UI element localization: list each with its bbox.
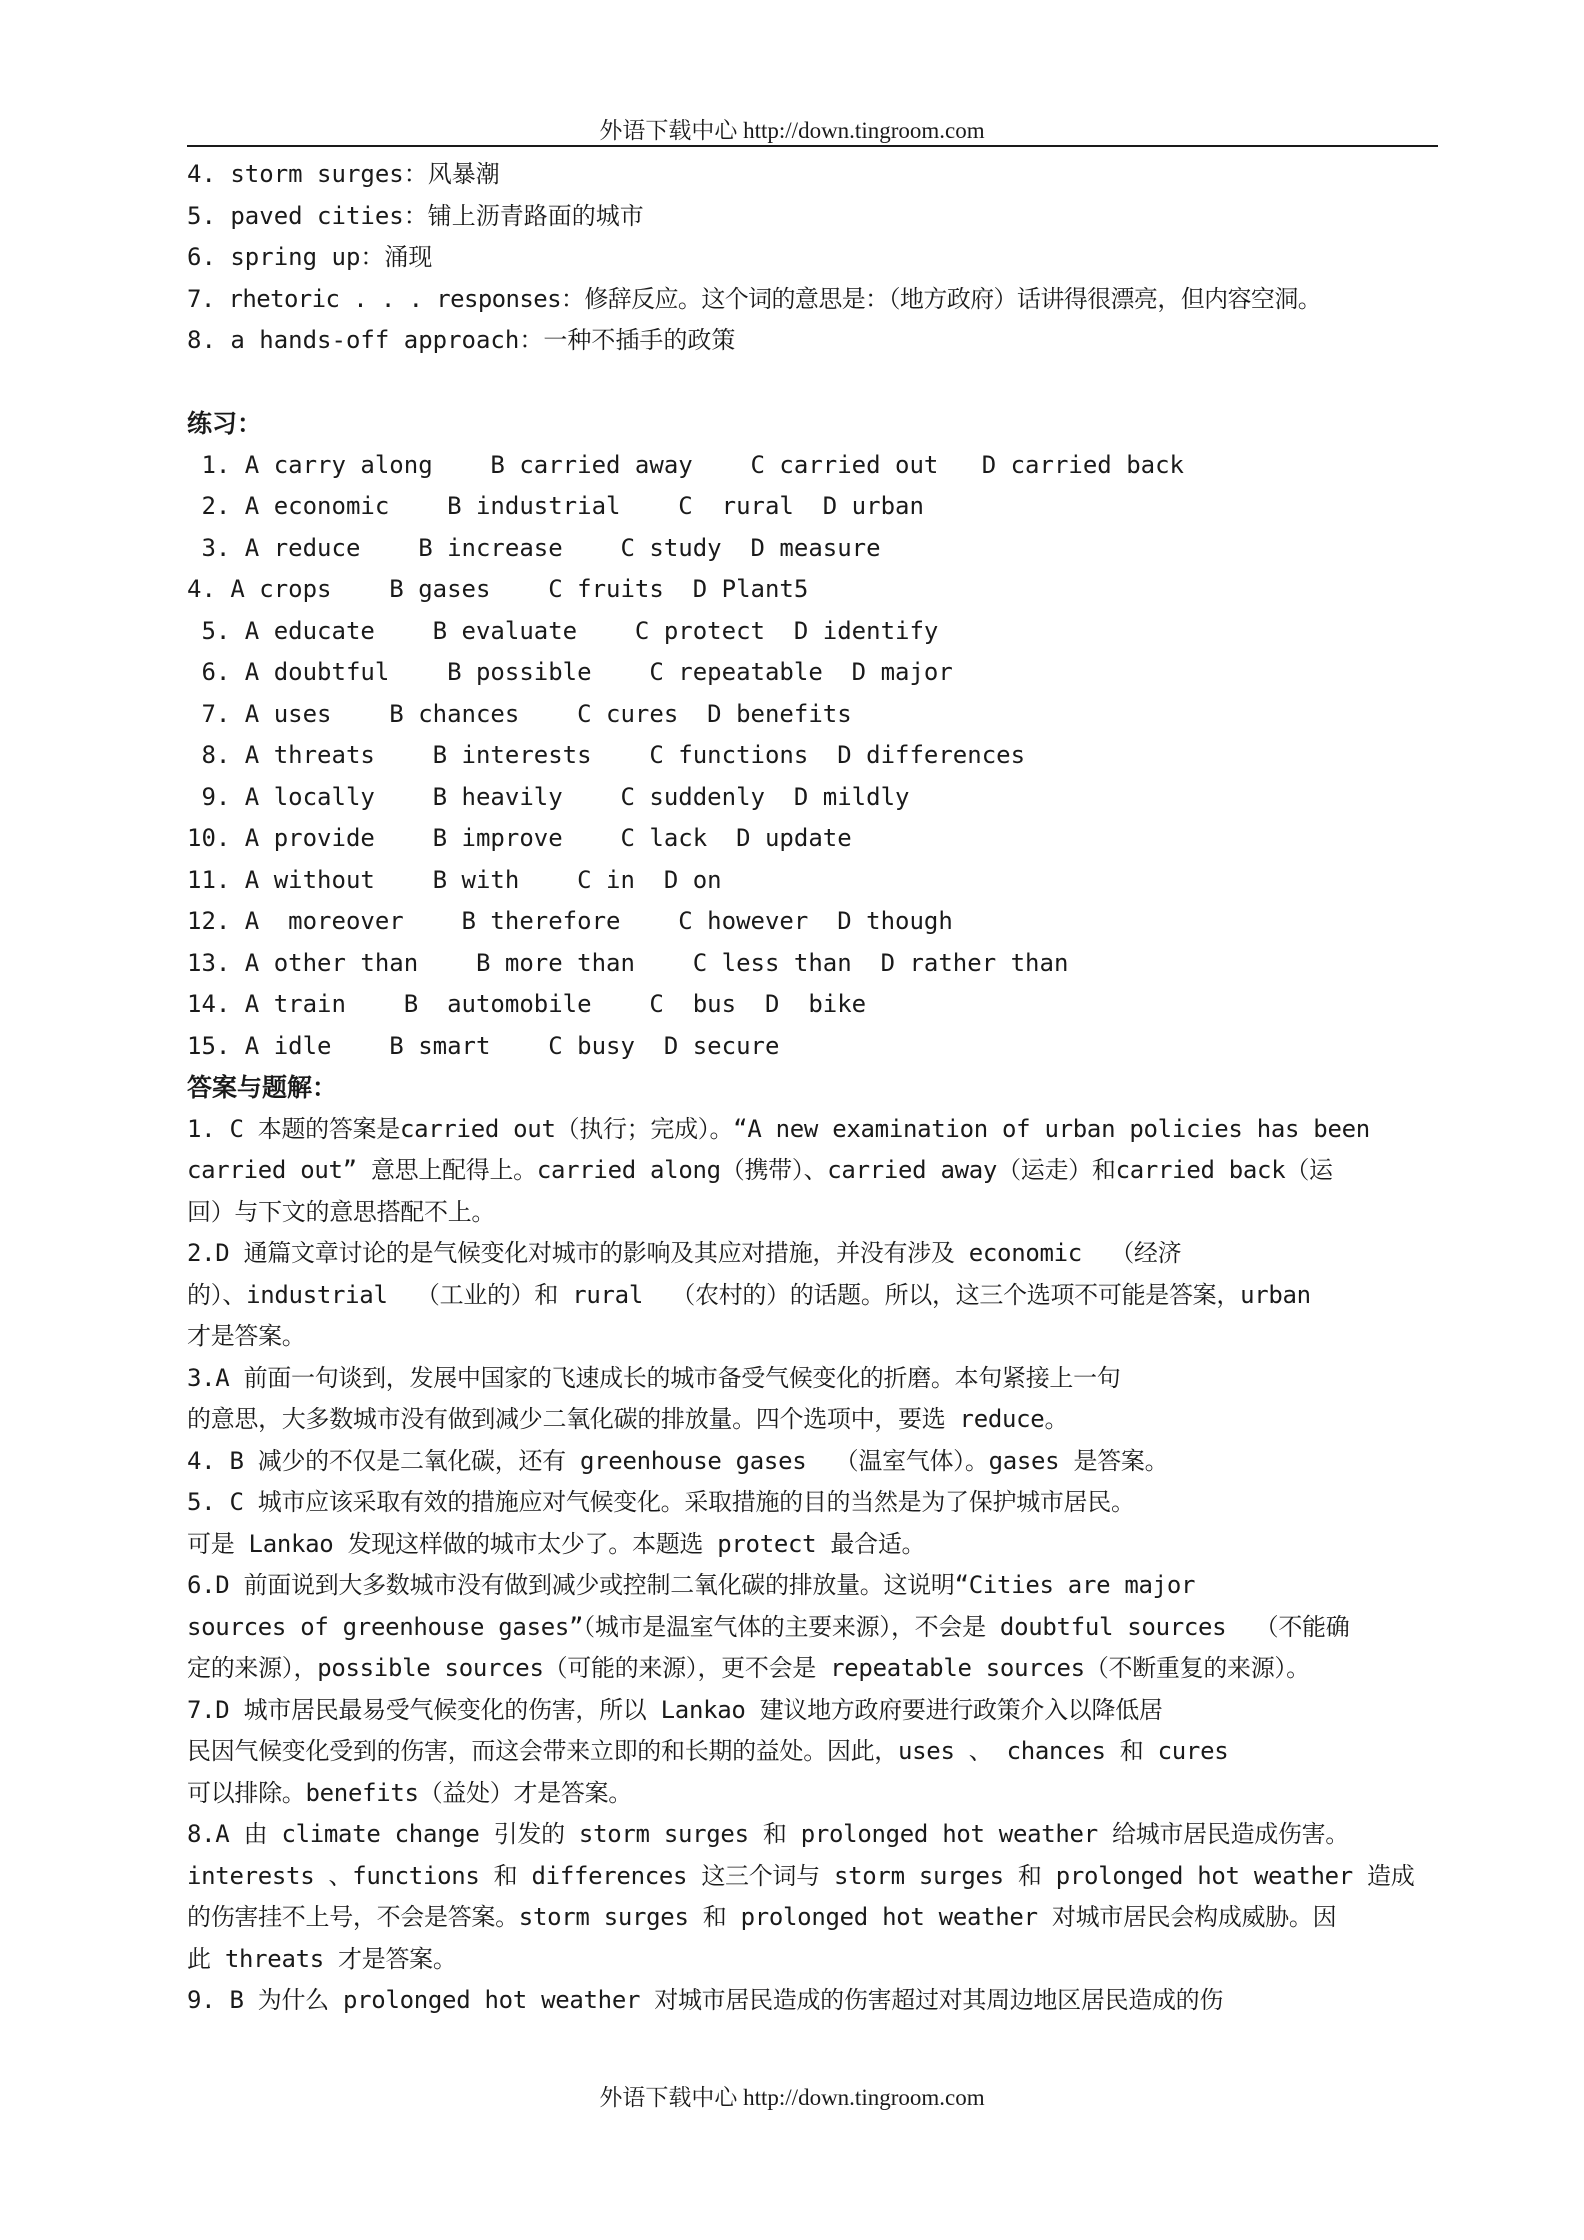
- question-item: 11. A without B with C in D on: [187, 865, 722, 894]
- header-rule: [187, 145, 1438, 147]
- question-item: 12. A moreover B therefore C however D though: [187, 907, 953, 935]
- exercise-heading: 练习：: [187, 409, 263, 438]
- question-item: 5. A educate B evaluate C protect D identify: [187, 616, 939, 645]
- answer-line: 1. C 本题的答案是carried out（执行；完成）。“A new examination of urban policies has been: [187, 1114, 1370, 1143]
- question-item: 13. A other than B more than C less than D rather than: [187, 948, 1069, 977]
- answer-line: 6.D 前面说到大多数城市没有做到减少或控制二氧化碳的排放量。这说明“Cities are major: [187, 1571, 1196, 1599]
- question-item: 3. A reduce B increase C study D measure: [187, 533, 881, 562]
- question-item: 15. A idle B smart C busy D secure: [187, 1031, 780, 1060]
- exercise-questions: [187, 445, 1449, 1068]
- answer-line: 定的来源），possible sources（可能的来源），更不会是 repeatable sources（不断重复的来源）。: [187, 1654, 1310, 1682]
- answer-line: 可是 Lankao 发现这样做的城市太少了。本题选 protect 最合适。: [187, 1529, 926, 1558]
- note-line: 4. storm surges：风暴潮: [187, 160, 500, 188]
- answer-line: 的）、industrial （工业的）和 rural （农村的）的话题。所以，这三个选项不可能是答案，urban: [187, 1280, 1311, 1309]
- answer-line: 可以排除。benefits（益处）才是答案。: [187, 1778, 632, 1807]
- question-item: 9. A locally B heavily C suddenly D mildly: [187, 782, 910, 811]
- answer-line: 的意思，大多数城市没有做到减少二氧化碳的排放量。四个选项中，要选 reduce。: [187, 1405, 1069, 1433]
- answer-line: 民因气候变化受到的伤害，而这会带来立即的和长期的益处。因此，uses 、 chances 和 cures: [187, 1737, 1229, 1765]
- question-item: 1. A carry along B carried away C carried out D carried back: [187, 450, 1184, 479]
- answer-line: interests 、functions 和 differences 这三个词与 storm surges 和 prolonged hot weather 造成: [187, 1861, 1415, 1890]
- answer-line: carried out” 意思上配得上。carried along（携带）、carried away（运走）和carried back（运: [187, 1156, 1333, 1184]
- answer-line: 4. B 减少的不仅是二氧化碳，还有 greenhouse gases （温室气体）。gases 是答案。: [187, 1446, 1169, 1475]
- answer-line: 才是答案。: [187, 1322, 306, 1350]
- vocabulary-notes: [187, 154, 1449, 362]
- answer-line: 3.A 前面一句谈到，发展中国家的飞速成长的城市备受气候变化的折磨。本句紧接上一句: [187, 1363, 1121, 1392]
- note-line: 6. spring up：涌现: [187, 243, 433, 271]
- page-header: 外语下载中心 http://down.tingroom.com: [599, 118, 985, 143]
- question-item: 2. A economic B industrial C rural D urban: [187, 492, 924, 520]
- answer-line: 的伤害挂不上号，不会是答案。storm surges 和 prolonged hot weather 对城市居民会构成威胁。因: [187, 1903, 1337, 1931]
- answer-line: 7.D 城市居民最易受气候变化的伤害，所以 Lankao 建议地方政府要进行政策介入以降低居: [187, 1695, 1163, 1724]
- question-item: 4. A crops B gases C fruits D Plant5: [187, 575, 809, 603]
- note-line: 8. a hands-off approach：一种不插手的政策: [187, 326, 736, 354]
- answer-line: 8.A 由 climate change 引发的 storm surges 和 prolonged hot weather 给城市居民造成伤害。: [187, 1820, 1350, 1848]
- answer-line: 5. C 城市应该采取有效的措施应对气候变化。采取措施的目的当然是为了保护城市居民。: [187, 1488, 1135, 1516]
- document-body: [187, 154, 1449, 2022]
- question-item: 10. A provide B improve C lack D update: [187, 824, 852, 852]
- question-item: 7. A uses B chances C cures D benefits: [187, 699, 852, 728]
- answer-line: 2.D 通篇文章讨论的是气候变化对城市的影响及其应对措施，并没有涉及 economic （经济: [187, 1239, 1182, 1267]
- answer-line: 此 threats 才是答案。: [187, 1944, 457, 1973]
- page-footer: 外语下载中心 http://down.tingroom.com: [599, 2085, 985, 2110]
- question-item: 6. A doubtful B possible C repeatable D major: [187, 658, 953, 686]
- blank-line: [187, 362, 1449, 404]
- question-item: 8. A threats B interests C functions D differences: [187, 741, 1026, 769]
- answer-explanations: [187, 1109, 1449, 2022]
- answer-line: 9. B 为什么 prolonged hot weather 对城市居民造成的伤害超过对其周边地区居民造成的伤: [187, 1986, 1224, 2014]
- question-item: 14. A train B automobile C bus D bike: [187, 990, 867, 1018]
- note-line: 7. rhetoric . . . responses：修辞反应。这个词的意思是：（地方政府）话讲得很漂亮，但内容空洞。: [187, 284, 1322, 313]
- answer-line: 回）与下文的意思搭配不上。: [187, 1197, 496, 1226]
- answers-heading: 答案与题解：: [187, 1073, 338, 1102]
- note-line: 5. paved cities：铺上沥青路面的城市: [187, 201, 644, 230]
- answer-line: sources of greenhouse gases”（城市是温室气体的主要来源），不会是 doubtful sources （不能确: [187, 1612, 1350, 1641]
